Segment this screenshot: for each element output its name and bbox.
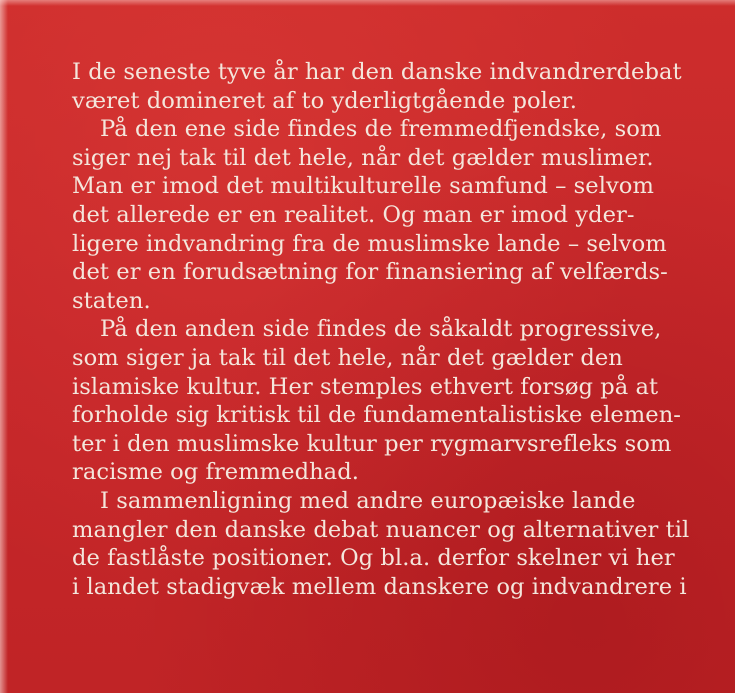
paragraph-1 [72, 58, 692, 115]
text-line: racisme og fremmedhad. [72, 459, 359, 486]
text-line: ligere indvandring fra de muslimske lande – selvom [72, 230, 667, 257]
text-line: I de seneste tyve år har den danske indvandrerdebat [72, 59, 682, 85]
text-line: som siger ja tak til det hele, når det gælder den [72, 344, 623, 371]
text-line: ter i den muslimske kultur per rygmarvsrefleks som [72, 430, 672, 457]
text-line: det allerede er en realitet. Og man er imod yder- [72, 201, 635, 228]
paragraph-2 [72, 115, 692, 315]
text-line: de fastlåste positioner. Og bl.a. derfor skelner vi her [72, 545, 675, 572]
text-line: siger nej tak til det hele, når det gælder muslimer. [72, 144, 654, 171]
text-line: islamiske kultur. Her stemples ethvert forsøg på at [72, 373, 659, 400]
text-line: det er en forudsætning for finansiering af velfærds- [72, 259, 668, 286]
text-line: forholde sig kritisk til de fundamentalistiske elemen- [72, 402, 681, 429]
text-line: Man er imod det multikulturelle samfund – selvom [72, 173, 654, 200]
text-line: mangler den danske debat nuancer og alternativer til [72, 516, 690, 543]
text-line: staten. [72, 287, 151, 314]
text-line: i landet stadigvæk mellem danskere og indvandrere i [72, 573, 687, 600]
text-line: været domineret af to yderligtgående poler. [72, 87, 577, 114]
paragraph-4 [72, 487, 692, 601]
text-line: På den ene side findes de fremmedfjendske, som [100, 116, 662, 143]
cover-top-edge [0, 0, 735, 6]
cover-left-edge [0, 0, 8, 693]
text-line: På den anden side findes de såkaldt progressive, [100, 316, 662, 343]
paragraph-3 [72, 315, 692, 487]
text-line: I sammenligning med andre europæiske lande [100, 487, 636, 514]
blurb-text [72, 58, 692, 601]
